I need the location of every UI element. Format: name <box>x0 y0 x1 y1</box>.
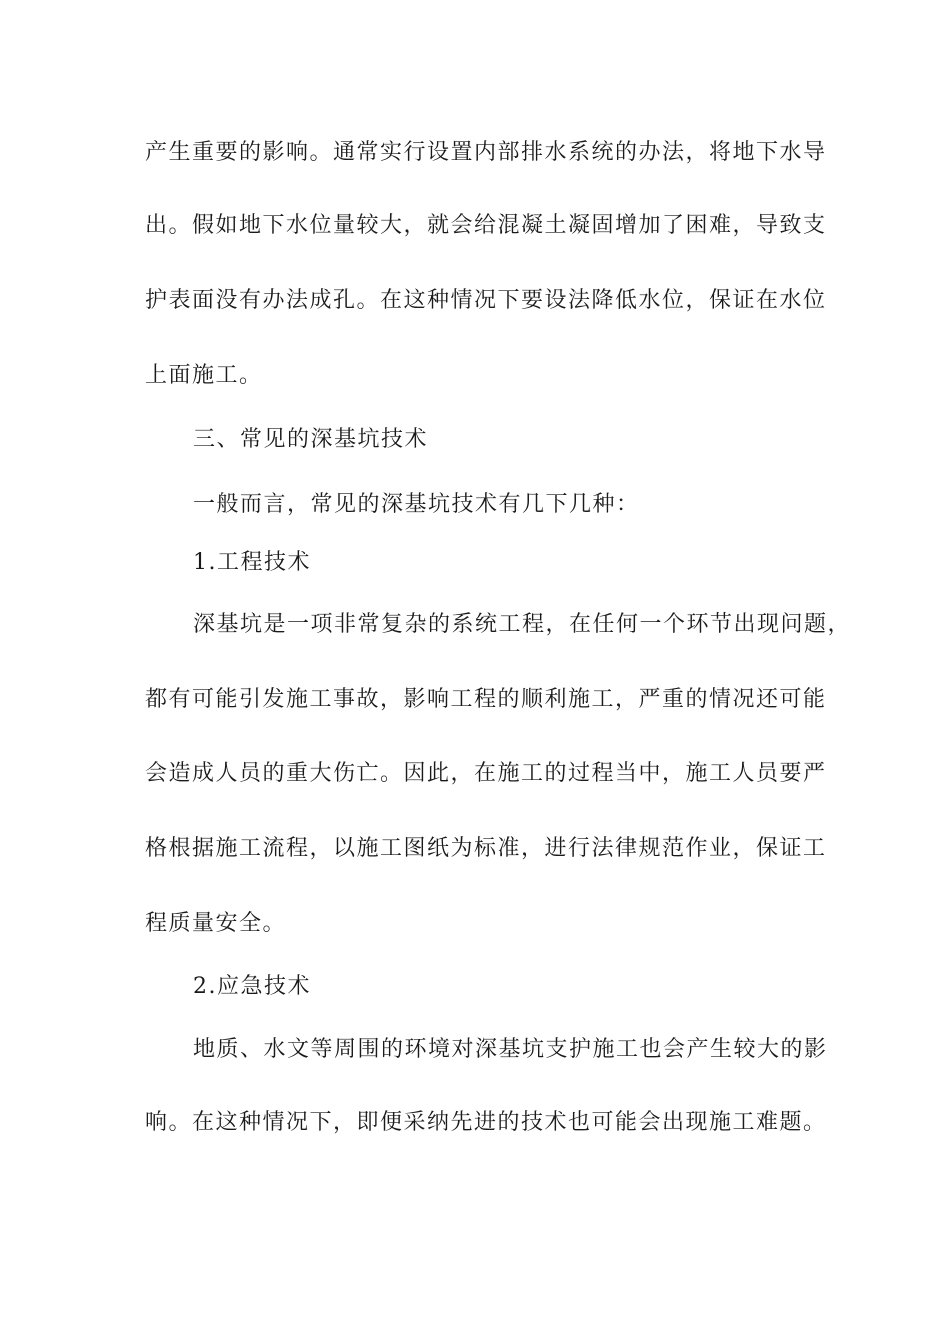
paragraph-line: 都有可能引发施工事故，影响工程的顺利施工，严重的情况还可能 <box>145 687 827 712</box>
paragraph-line: 地质、水文等周围的环境对深基坑支护施工也会产生较大的影 <box>193 1037 828 1062</box>
paragraph-line: 出。假如地下水位量较大，就会给混凝土凝固增加了困难，导致支 <box>145 213 827 238</box>
paragraph-line: 护表面没有办法成孔。在这种情况下要设法降低水位，保证在水位 <box>145 288 827 313</box>
section-heading: 三、常见的深基坑技术 <box>193 427 429 452</box>
paragraph-line: 响。在这种情况下，即便采纳先进的技术也可能会出现施工难题。 <box>145 1110 827 1135</box>
paragraph-line: 格根据施工流程，以施工图纸为标准，进行法律规范作业，保证工 <box>145 836 827 861</box>
paragraph-line: 会造成人员的重大伤亡。因此，在施工的过程当中，施工人员要严 <box>145 761 827 786</box>
paragraph-line: 上面施工。 <box>145 363 263 388</box>
subsection-heading: 2.应急技术 <box>193 974 311 999</box>
subsection-heading: 1.工程技术 <box>193 550 311 575</box>
paragraph-line: 产生重要的影响。通常实行设置内部排水系统的办法，将地下水导 <box>145 140 827 165</box>
paragraph-line: 一般而言，常见的深基坑技术有几下几种： <box>193 492 640 517</box>
paragraph-line: 深基坑是一项非常复杂的系统工程，在任何一个环节出现问题， <box>193 612 852 637</box>
paragraph-line: 程质量安全。 <box>145 911 287 936</box>
